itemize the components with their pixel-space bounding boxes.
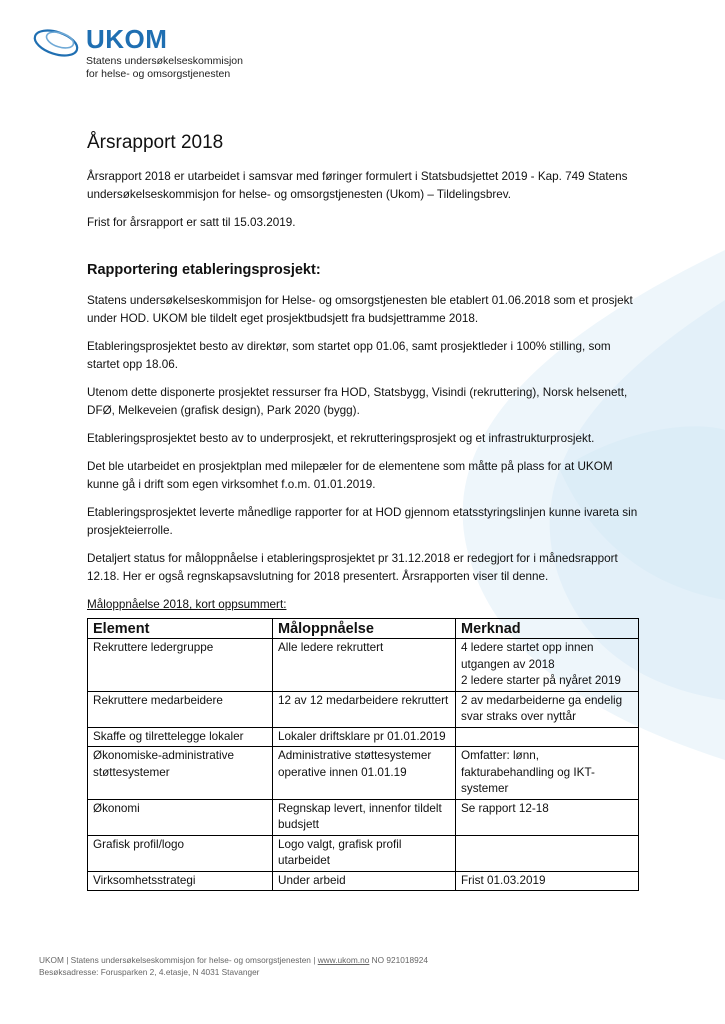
cell-element: Grafisk profil/logo [88, 835, 273, 871]
footer-line-1 [39, 955, 428, 967]
logo-subtitle-line-2: for helse- og omsorgstjenesten [86, 68, 231, 80]
body-paragraph: Statens undersøkelseskommisjon for Helse- og omsorgstjenesten ble etablert 01.06.2018 som et prosjekt under HOD. UKOM ble tildelt eget prosjektbudsjett fra budsjettramme 2018. [87, 294, 633, 325]
cell-note: Frist 01.03.2019 [456, 871, 639, 891]
logo-subtitle-line-1: Statens undersøkelseskommisjon [86, 55, 243, 67]
footer-address: Besøksadresse: Forusparken 2, 4.etasje, N 4031 Stavanger [39, 966, 260, 977]
document-body [87, 132, 642, 891]
cell-goal: Administrative støttesystemer operative innen 01.01.19 [273, 747, 456, 800]
cell-goal: Lokaler driftsklare pr 01.01.2019 [273, 727, 456, 747]
cell-element: Rekruttere medarbeidere [88, 691, 273, 727]
body-paragraph: Etableringsprosjektet besto av to underprosjekt, et rekrutteringsprosjekt og et infrastrukturprosjekt. [87, 432, 595, 445]
body-paragraph: Utenom dette disponerte prosjektet ressurser fra HOD, Statsbygg, Visindi (rekruttering), Norsk helsenett, DFØ, Melkeveien (grafisk design), Park 2020 (bygg). [87, 386, 628, 417]
cell-goal: Alle ledere rekruttert [273, 639, 456, 692]
footer-website-link[interactable]: www.ukom.no [317, 955, 370, 965]
cell-element: Rekruttere ledergruppe [88, 639, 273, 692]
table-row [88, 747, 639, 800]
cell-note: Se rapport 12-18 [456, 799, 639, 835]
cell-element: Økonomiske-administrative støttesystemer [88, 747, 273, 800]
cell-note: 2 av medarbeiderne ga endelig svar straks over nyttår [456, 691, 639, 727]
table-header-row [88, 619, 639, 639]
table-caption: Måloppnåelse 2018, kort oppsummert: [87, 598, 287, 611]
table-row [88, 727, 639, 747]
cell-note-line: 4 ledere startet opp innen utgangen av 2018 [461, 641, 594, 671]
cell-note [456, 639, 639, 692]
cell-note: Omfatter: lønn, fakturabehandling og IKT-systemer [456, 747, 639, 800]
cell-goal: Logo valgt, grafisk profil utarbeidet [273, 835, 456, 871]
cell-goal: Under arbeid [273, 871, 456, 891]
cell-element: Virksomhetsstrategi [88, 871, 273, 891]
cell-note [456, 835, 639, 871]
table-row [88, 871, 639, 891]
page-title: Årsrapport 2018 [87, 132, 224, 153]
cell-goal: Regnskap levert, innenfor tildelt budsjett [273, 799, 456, 835]
table-row [88, 639, 639, 692]
body-paragraph: Etableringsprosjektet besto av direktør, som startet opp 01.06, samt prosjektleder i 100% stilling, som startet opp 18.06. [87, 340, 611, 371]
cell-goal: 12 av 12 medarbeidere rekruttert [273, 691, 456, 727]
cell-note-line: 2 ledere starter på nyåret 2019 [461, 674, 621, 687]
intro-paragraph-1: Årsrapport 2018 er utarbeidet i samsvar med føringer formulert i Statsbudsjettet 2019 - Kap. 749 Statens undersøkelseskommisjon for helse- og omsorgstjenesten (Ukom) – Tildelingsbrev. [87, 170, 628, 201]
logo-subtitle [86, 55, 243, 81]
body-paragraph: Detaljert status for måloppnåelse i etableringsprosjektet pr 31.12.2018 er redegjort for i månedsrapport 12.18. Her er også regnskapsavslutning for 2018 presentert. Årsrapporten viser til denne. [87, 552, 618, 583]
table-row [88, 691, 639, 727]
body-paragraph: Det ble utarbeidet en prosjektplan med milepæler for de elementene som måtte på plass for at UKOM kunne gå i drift som egen virksomhet f.o.m. 01.01.2019. [87, 460, 613, 491]
cell-element: Skaffe og tilrettelegge lokaler [88, 727, 273, 747]
section-heading: Rapportering etableringsprosjekt: [87, 262, 321, 278]
column-header-element: Element [88, 619, 273, 639]
column-header-goal: Måloppnåelse [273, 619, 456, 639]
ukom-logo [32, 24, 272, 84]
table-row [88, 835, 639, 871]
page-footer [39, 955, 428, 978]
table-row [88, 799, 639, 835]
footer-organization: UKOM | Statens undersøkelseskommisjon for helse- og omsorgstjenesten | [39, 955, 318, 965]
ukom-logo-mark-icon [32, 26, 82, 60]
column-header-note: Merknad [456, 619, 639, 639]
body-paragraph: Etableringsprosjektet leverte månedlige rapporter for at HOD gjennom etatsstyringslinjen kunne ivareta sin prosjekteierrolle. [87, 506, 638, 537]
goal-table [87, 618, 639, 891]
footer-org-number: NO 921018924 [369, 955, 428, 965]
cell-element: Økonomi [88, 799, 273, 835]
intro-paragraph-2: Frist for årsrapport er satt til 15.03.2019. [87, 216, 296, 229]
cell-note [456, 727, 639, 747]
logo-name: UKOM [86, 24, 168, 54]
